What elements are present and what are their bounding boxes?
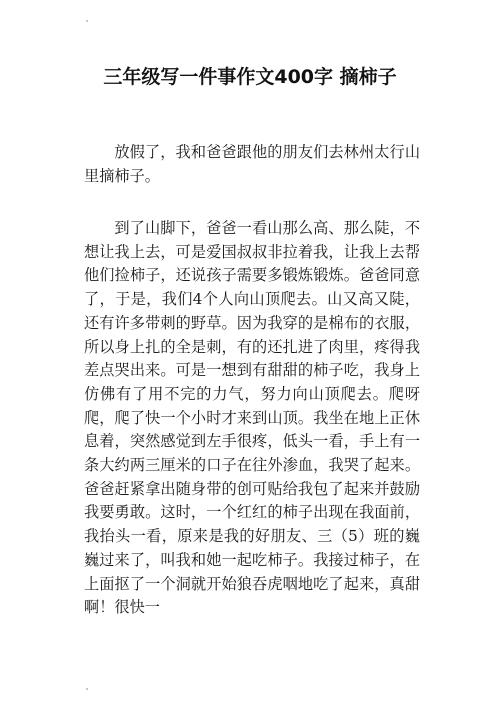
page-corner-mark-bottom [86,688,88,690]
document-title: 三年级写一件事作文400字 摘柿子 [103,66,397,88]
page-corner-mark-top [86,20,88,22]
paragraph-main: 到了山脚下，爸爸一看山那么高、那么陡，不想让我上去，可是爱国叔叔非拉着我，让我上去帮他们捡柿子，还说孩子需要多锻炼锻炼。爸爸同意了，于是，我们4个人向山顶爬去。山又高又陡，还有许多带刺的野草。因为我穿的是棉布的衣服，所以身上扎的全是刺，有的还扎进了肉里，疼得我差点哭出来。可是一想到有甜甜的柿子吃，我身上仿佛有了用不完的力气，努力向山顶爬去。爬呀爬，爬了快一个小时才来到山顶。我坐在地上正休息着，突然感觉到左手很疼，低头一看，手上有一条大约两三厘米的口子在往外渗血，我哭了起来。爸爸赶紧拿出随身带的创可贴给我包了起来并鼓励我要勇敢。这时，一个红红的柿子出现在我面前，我抬头一看，原来是我的好朋友、三（5）班的巍巍过来了，叫我和她一起吃柿子。我接过柿子，在上面抠了一个洞就开始狼吞虎咽地吃了起来，真甜啊！很快一 [84,219,420,617]
paragraph-intro: 放假了，我和爸爸跟他的朋友们去林州太行山里摘柿子。 [84,143,420,185]
